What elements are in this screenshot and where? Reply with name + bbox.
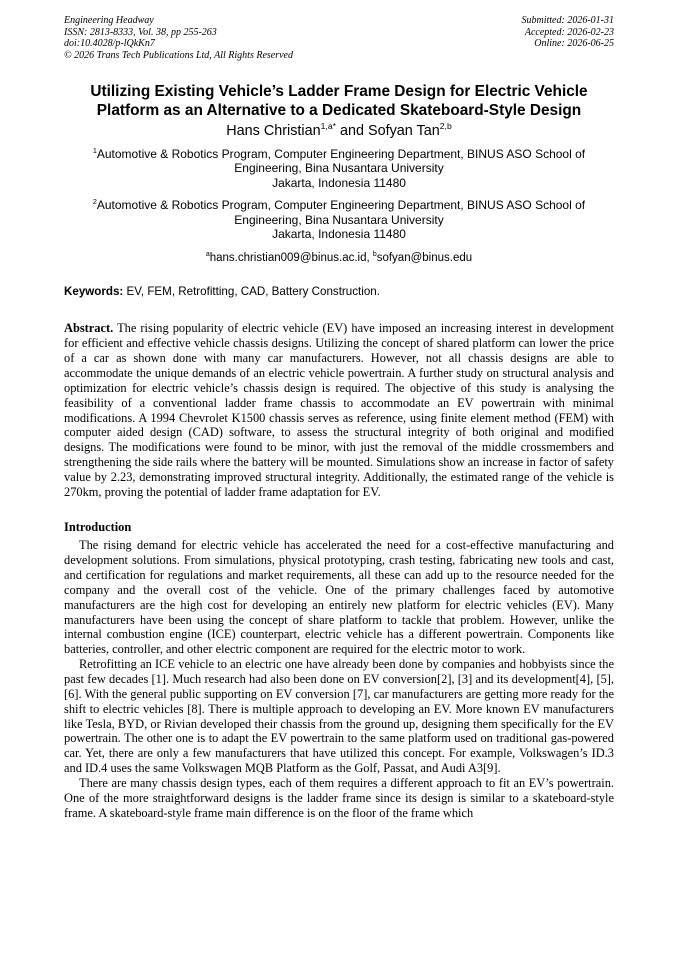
affiliation-text: Automotive & Robotics Program, Computer Engineering Department, BINUS ASO School of Engineering, Bina Nusantara University xyxy=(96,147,586,176)
paragraph: There are many chassis design types, each of them requires a different approach to fit an EV’s powertrain. One of the more straightforward designs is the ladder frame since its design is similar to a skateboard-style frame. A skateboard-style frame main difference is on the floor of the frame which xyxy=(64,775,614,820)
journal-header xyxy=(64,15,614,61)
abstract-text: The rising popularity of electric vehicle (EV) have imposed an increasing interest in development for efficient and effective vehicle chassis designs. Utilizing the concept of shared platform can lower the price of a car as shown done with many car manufacturers. However, not all chassis designs are able to accommodate the unique demands of an electric vehicle powertrain. A further study on structural analysis and optimization for electric vehicle’s chassis design is required. The objective of this study is analysing the feasibility of a conventional ladder frame chassis to accommodate an EV powertrain with minimal modifications. A 1994 Chevrolet K1500 chassis serves as reference, using finite element method (FEM) with computer aided design (CAD) software, to assess the structural integrity of both original and modified designs. The modifications were found to be minor, with just the removal of the middle crossmembers and strengthening the side rails where the battery will be mounted. Simulations show an increase in factor of safety value by 2.23, demonstrating improved structural integrity. Additionally, the estimated range of the vehicle is 270km, proving the potential of ladder frame adaptation for EV. xyxy=(64,321,614,499)
affiliation-superscript: 1 xyxy=(92,146,97,155)
paper-title: Utilizing Existing Vehicle’s Ladder Frame Design for Electric Vehicle Platform as an Alternative to a Dedicated Skateboard-Style Design xyxy=(90,83,588,119)
affiliation-2 xyxy=(64,198,614,241)
publication-info xyxy=(64,15,293,61)
email-superscript: b xyxy=(372,251,377,259)
author-name: Sofyan Tan xyxy=(368,123,440,139)
abstract xyxy=(64,321,614,499)
doi: doi:10.4028/p-lQkKn7 xyxy=(64,38,155,49)
author-superscript: 2,b xyxy=(439,121,452,132)
section-heading: Introduction xyxy=(64,519,132,534)
affiliation-superscript: 2 xyxy=(92,197,97,207)
journal-name: Engineering Headway xyxy=(64,15,154,26)
author-emails xyxy=(64,251,614,265)
keywords-text: EV, FEM, Retrofitting, CAD, Battery Construction. xyxy=(123,285,380,299)
author-conjunction: and xyxy=(335,123,368,139)
accepted-date: Accepted: 2026-02-23 xyxy=(524,26,614,38)
keywords xyxy=(64,285,614,299)
author-name: Hans Christian xyxy=(226,123,321,139)
paragraph: The rising demand for electric vehicle has accelerated the need for a cost-effective manufacturing and development solutions. From simulations, physical prototyping, crash testing, fabricating new tools and cast, and certification for regulations and market requirements, all these can add up to the resource needed for the company and the overall cost of the vehicle. One of the primary challenges faced by automotive manufacturers are the high cost for developing an entirely new platform for electric vehicles (EV). Many manufacturers have been using the concept of share platform to tackle that problem. However, unlike the internal combustion engine (ICE) counterpart, electric vehicle has a different powertrain. Components like batteries, controller, and other electric component are required for the electric motor to work. xyxy=(64,538,614,657)
online-date: Online: 2026-06-25 xyxy=(534,38,614,49)
affiliation-text: Automotive & Robotics Program, Computer Engineering Department, BINUS ASO School of Engineering, Bina Nusantara University xyxy=(96,198,586,227)
copyright: © 2026 Trans Tech Publications Ltd, All Rights Reserved xyxy=(64,49,293,61)
keywords-label: Keywords: xyxy=(64,285,124,299)
affiliation-location: Jakarta, Indonesia 11480 xyxy=(272,227,406,242)
paragraph: Retrofitting an ICE vehicle to an electric one have already been done by companies and hobbyists since the past few decades [1]. Much research had also been done on EV conversion[2], [3] and its development[4], [5], [6]. With the general public supporting on EV conversion [7], car manufacturers are getting more ready for the shift to electric vehicles [8]. There is multiple approach to developing an EV. More known EV manufacturers like Tesla, BYD, or Rivian developed their chassis from the ground up, designing them specifically for the EV powertrain. The other one is to adapt the EV powertrain to the same platform used on traditional gas-powered car. Yet, there are only a few manufacturers that have utilized this concept. For example, Volkswagen’s ID.3 and ID.4 uses the same Volkswagen MQB Platform as the Golf, Passat, and Audi A3[9]. xyxy=(64,657,614,776)
email-link[interactable]: hans.christian009@binus.ac.id, xyxy=(209,252,373,265)
issn: ISSN: 2813-8333, Vol. 38, pp 255-263 xyxy=(64,26,217,38)
submitted-date: Submitted: 2026-01-31 xyxy=(521,15,614,26)
author-list xyxy=(64,122,614,140)
dates-info xyxy=(522,15,615,61)
abstract-label: Abstract. xyxy=(64,321,114,336)
email-link[interactable]: sofyan@binus.edu xyxy=(376,252,473,265)
affiliation-location: Jakarta, Indonesia 11480 xyxy=(272,175,406,190)
email-superscript: a xyxy=(205,251,210,259)
affiliation-1 xyxy=(64,147,614,190)
author-superscript: 1,a* xyxy=(320,121,336,132)
